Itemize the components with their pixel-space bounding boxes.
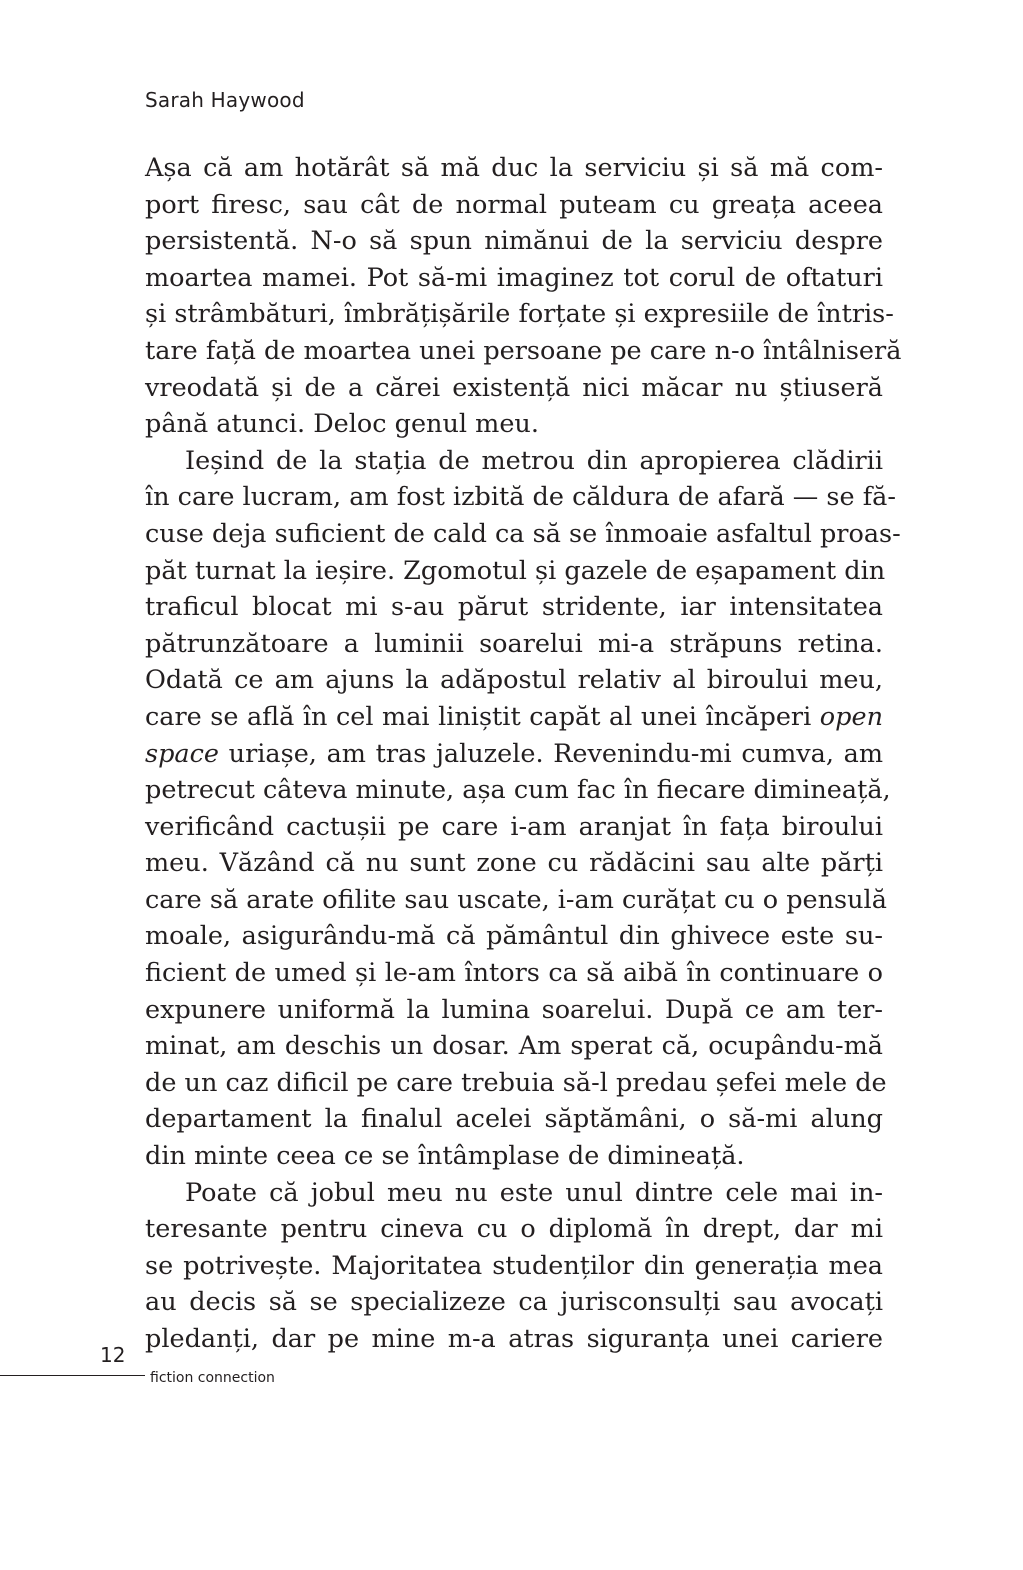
text-line: persistentă. N-o să spun nimănui de la serviciu despre bbox=[145, 226, 883, 257]
text-line: Poate că jobul meu nu este unul dintre cele mai in- bbox=[185, 1177, 883, 1208]
text-line: teresante pentru cineva cu o diplomă în drept, dar mi bbox=[145, 1214, 883, 1245]
text-line: cuse deja suficient de cald ca să se înmoaie asfaltul proas- bbox=[145, 518, 901, 549]
text-run: uriașe, am tras jaluzele. Revenindu-mi cumva, am bbox=[219, 738, 883, 769]
text-line: în care lucram, am fost izbită de căldura de afară — se fă- bbox=[145, 482, 896, 513]
text-line: verificând cactușii pe care i-am aranjat în fața biroului bbox=[145, 811, 883, 842]
text-line: se potrivește. Majoritatea studenților din generația mea bbox=[145, 1250, 883, 1281]
text-line: departament la finalul acelei săptămâni, o să-mi alung bbox=[145, 1104, 883, 1135]
text-run: care se află în cel mai liniștit capăt al unei încăperi bbox=[145, 701, 820, 732]
text-line: din minte ceea ce se întâmplase de dimineață. bbox=[145, 1141, 745, 1172]
text-line: păt turnat la ieșire. Zgomotul și gazele de eșapament din bbox=[145, 555, 886, 586]
text-line: au decis să se specializeze ca jurisconsulți sau avocați bbox=[145, 1287, 883, 1318]
text-line: vreodată și de a cărei existență nici măcar nu știuseră bbox=[145, 372, 883, 403]
text-line: port firesc, sau cât de normal puteam cu greața aceea bbox=[145, 189, 883, 220]
text-line: minat, am deschis un dosar. Am sperat că, ocupându-mă bbox=[145, 1031, 883, 1062]
text-line: până atunci. Deloc genul meu. bbox=[145, 409, 539, 440]
text-line: ficient de umed și le-am întors ca să aibă în continuare o bbox=[145, 958, 883, 989]
text-line: traficul blocat mi s-au părut stridente, iar intensitatea bbox=[145, 592, 883, 623]
text-line: expunere uniformă la lumina soarelui. După ce am ter- bbox=[145, 994, 883, 1025]
running-head: Sarah Haywood bbox=[145, 88, 305, 112]
text-line: de un caz dificil pe care trebuia să-l predau șefei mele de bbox=[145, 1067, 887, 1098]
text-line-with-italic bbox=[145, 699, 883, 736]
italic-term: space bbox=[145, 738, 219, 769]
text-line: meu. Văzând că nu sunt zone cu rădăcini sau alte părți bbox=[145, 848, 883, 879]
text-line: pledanți, dar pe mine m-a atras siguranța unei cariere bbox=[145, 1324, 883, 1354]
text-line: pătrunzătoare a luminii soarelui mi-a străpuns retina. bbox=[145, 628, 883, 659]
text-line-with-italic bbox=[145, 736, 883, 773]
page-number: 12 bbox=[100, 1343, 126, 1367]
imprint-label: fiction connection bbox=[150, 1370, 275, 1386]
text-line: și strâmbături, îmbrățișările forțate și expresiile de întris- bbox=[145, 299, 894, 330]
footer-rule bbox=[0, 1375, 145, 1376]
text-line: tare față de moartea unei persoane pe care n-o întâlniseră bbox=[145, 335, 902, 366]
text-line: care să arate ofilite sau uscate, i-am curățat cu o pensulă bbox=[145, 884, 887, 915]
text-line: Ieșind de la stația de metrou din apropierea clădirii bbox=[185, 445, 883, 476]
text-line: moale, asigurându-mă că pământul din ghivece este su- bbox=[145, 921, 883, 952]
text-line: moartea mamei. Pot să-mi imaginez tot corul de oftaturi bbox=[145, 262, 883, 293]
body-text bbox=[145, 150, 902, 1358]
text-line: Așa că am hotărât să mă duc la serviciu și să mă com- bbox=[145, 153, 883, 183]
italic-term: open bbox=[819, 701, 883, 732]
text-line: petrecut câteva minute, așa cum fac în fiecare dimineață, bbox=[145, 775, 891, 806]
text-line: Odată ce am ajuns la adăpostul relativ al biroului meu, bbox=[145, 665, 883, 696]
